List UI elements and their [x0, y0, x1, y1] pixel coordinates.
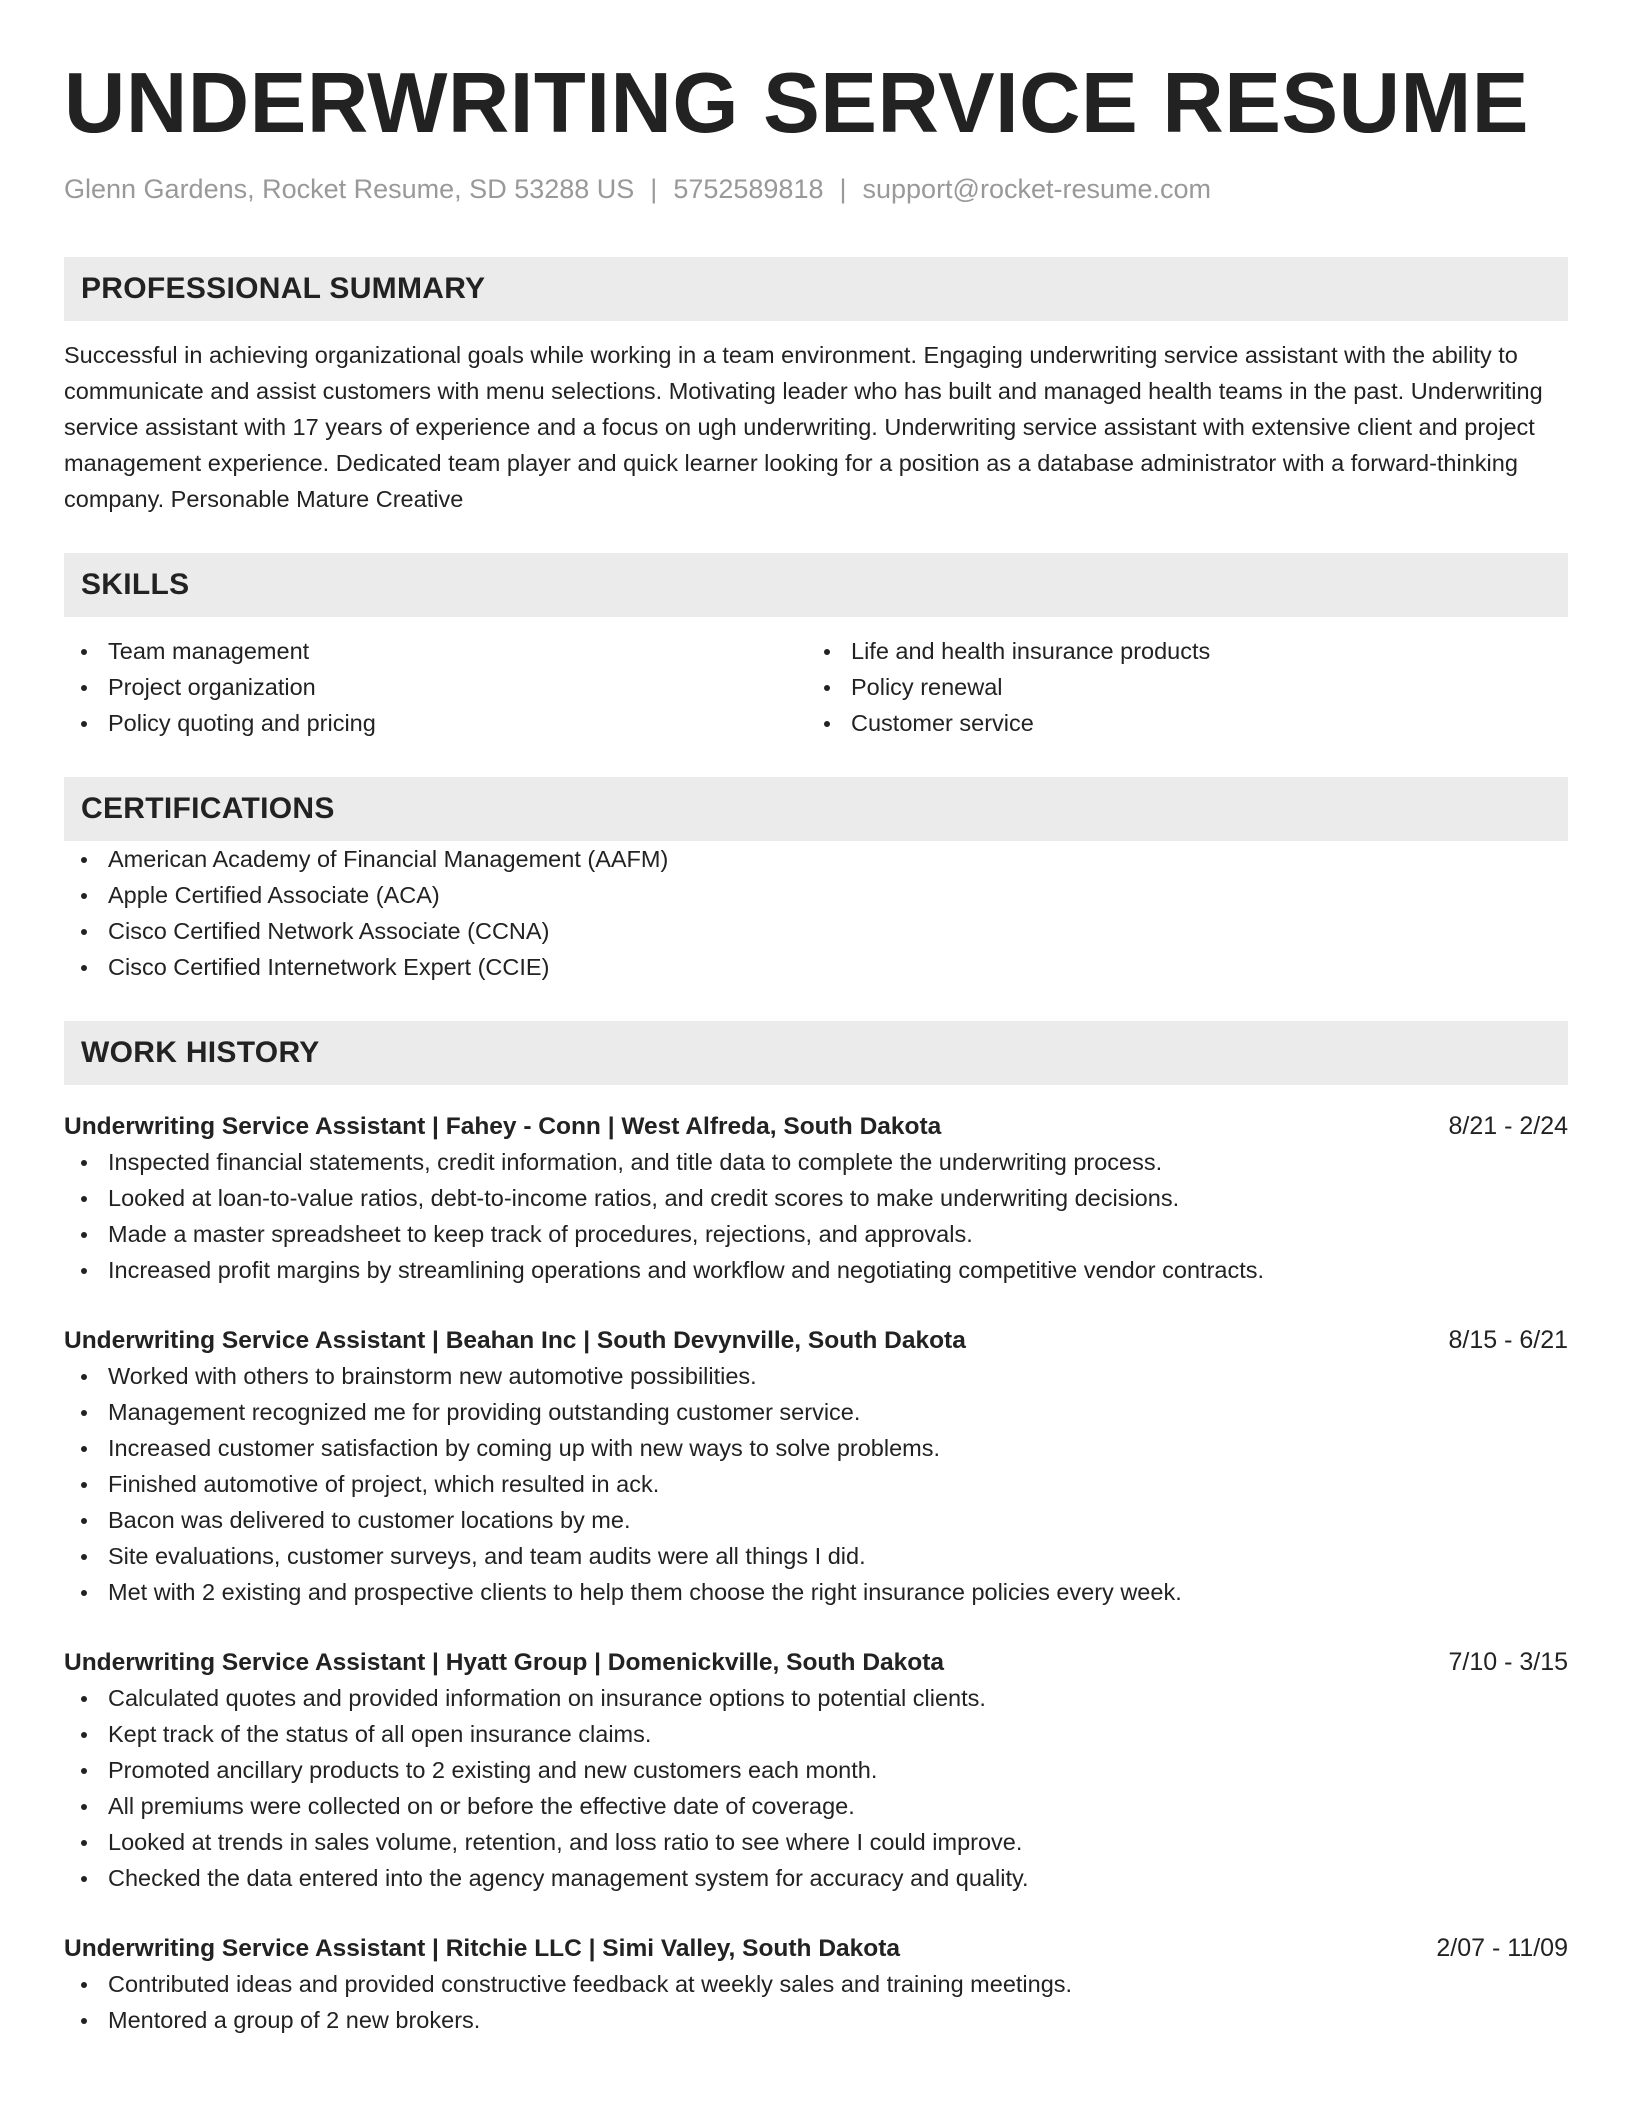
job-dates: 2/07 - 11/09: [1436, 1934, 1568, 1962]
certifications-list: [64, 841, 1568, 985]
contact-separator: |: [650, 174, 658, 204]
job-title: Underwriting Service Assistant | Beahan Inc | South Devynville, South Dakota: [64, 1327, 966, 1354]
job-bullet: Finished automotive of project, which resulted in ack.: [64, 1466, 1568, 1502]
job-dates: 8/15 - 6/21: [1448, 1326, 1568, 1354]
certification-item: Apple Certified Associate (ACA): [64, 877, 1568, 913]
job-bullet: Looked at trends in sales volume, retention, and loss ratio to see where I could improve.: [64, 1824, 1568, 1860]
skill-item: Customer service: [807, 705, 1550, 741]
summary-text: Successful in achieving organizational goals while working in a team environment. Engaging underwriting service assistant with the ability to communicate and assist customers with menu selections. Motivating leader who has built and managed health teams in the past. Underwriting service assistant with 17 years of experience and a focus on ugh underwriting. Underwriting service assistant with extensive client and project management experience. Dedicated team player and quick learner looking for a position as a database administrator with a forward-thinking company. Personable Mature Creative: [64, 342, 1543, 512]
section-heading-summary: PROFESSIONAL SUMMARY: [64, 257, 1568, 321]
skill-item: Project organization: [64, 669, 807, 705]
skills-grid: [64, 633, 1568, 741]
job-bullet: Met with 2 existing and prospective clients to help them choose the right insurance policies every week.: [64, 1574, 1568, 1610]
skills-list-left: [64, 633, 807, 741]
skills-column-right: [807, 633, 1550, 741]
skill-item: Policy quoting and pricing: [64, 705, 807, 741]
job-bullets: [64, 1144, 1568, 1288]
contact-line: [64, 172, 1568, 206]
job-bullets: [64, 1680, 1568, 1896]
contact-separator: |: [839, 174, 847, 204]
job-bullet: Management recognized me for providing outstanding customer service.: [64, 1394, 1568, 1430]
skill-item: Life and health insurance products: [807, 633, 1550, 669]
resume-title: UNDERWRITING SERVICE RESUME: [64, 56, 1529, 151]
skill-item: Team management: [64, 633, 807, 669]
job-bullet: Checked the data entered into the agency management system for accuracy and quality.: [64, 1860, 1568, 1896]
job-entry: [64, 1645, 1568, 1896]
certification-item: Cisco Certified Network Associate (CCNA): [64, 913, 1568, 949]
job-bullet: Site evaluations, customer surveys, and team audits were all things I did.: [64, 1538, 1568, 1574]
contact-phone: 5752589818: [673, 174, 824, 204]
job-entry: [64, 1109, 1568, 1288]
contact-email: support@rocket-resume.com: [862, 174, 1212, 204]
job-bullet: Bacon was delivered to customer locations by me.: [64, 1502, 1568, 1538]
job-bullet: Kept track of the status of all open insurance claims.: [64, 1716, 1568, 1752]
job-title-row: [64, 1645, 1568, 1680]
section-heading-certifications: CERTIFICATIONS: [64, 777, 1568, 841]
job-dates: 8/21 - 2/24: [1448, 1112, 1568, 1140]
job-title-row: [64, 1109, 1568, 1144]
certification-item: American Academy of Financial Management (AAFM): [64, 841, 1568, 877]
job-bullet: Mentored a group of 2 new brokers.: [64, 2002, 1568, 2038]
job-bullets: [64, 1358, 1568, 1610]
job-bullet: Promoted ancillary products to 2 existing and new customers each month.: [64, 1752, 1568, 1788]
job-bullet: Worked with others to brainstorm new automotive possibilities.: [64, 1358, 1568, 1394]
job-bullet: Made a master spreadsheet to keep track of procedures, rejections, and approvals.: [64, 1216, 1568, 1252]
skills-column-left: [64, 633, 807, 741]
job-dates: 7/10 - 3/15: [1448, 1648, 1568, 1676]
job-bullet: Contributed ideas and provided constructive feedback at weekly sales and training meetings.: [64, 1966, 1568, 2002]
job-bullet: All premiums were collected on or before the effective date of coverage.: [64, 1788, 1568, 1824]
job-entry: [64, 1931, 1568, 2038]
skill-item: Policy renewal: [807, 669, 1550, 705]
job-entry: [64, 1323, 1568, 1610]
job-title-row: [64, 1323, 1568, 1358]
job-title: Underwriting Service Assistant | Hyatt Group | Domenickville, South Dakota: [64, 1649, 945, 1676]
section-heading-work-history: WORK HISTORY: [64, 1021, 1568, 1085]
job-bullet: Inspected financial statements, credit information, and title data to complete the underwriting process.: [64, 1144, 1568, 1180]
job-title: Underwriting Service Assistant | Ritchie LLC | Simi Valley, South Dakota: [64, 1935, 901, 1962]
skills-list-right: [807, 633, 1550, 741]
job-bullet: Calculated quotes and provided information on insurance options to potential clients.: [64, 1680, 1568, 1716]
job-bullet: Increased customer satisfaction by coming up with new ways to solve problems.: [64, 1430, 1568, 1466]
job-bullets: [64, 1966, 1568, 2038]
job-bullet: Looked at loan-to-value ratios, debt-to-income ratios, and credit scores to make underwriting decisions.: [64, 1180, 1568, 1216]
job-title-row: [64, 1931, 1568, 1966]
contact-address: Glenn Gardens, Rocket Resume, SD 53288 US: [64, 174, 635, 204]
job-title: Underwriting Service Assistant | Fahey - Conn | West Alfreda, South Dakota: [64, 1113, 942, 1140]
certification-item: Cisco Certified Internetwork Expert (CCIE): [64, 949, 1568, 985]
job-bullet: Increased profit margins by streamlining operations and workflow and negotiating competitive vendor contracts.: [64, 1252, 1568, 1288]
section-heading-skills: SKILLS: [64, 553, 1568, 617]
